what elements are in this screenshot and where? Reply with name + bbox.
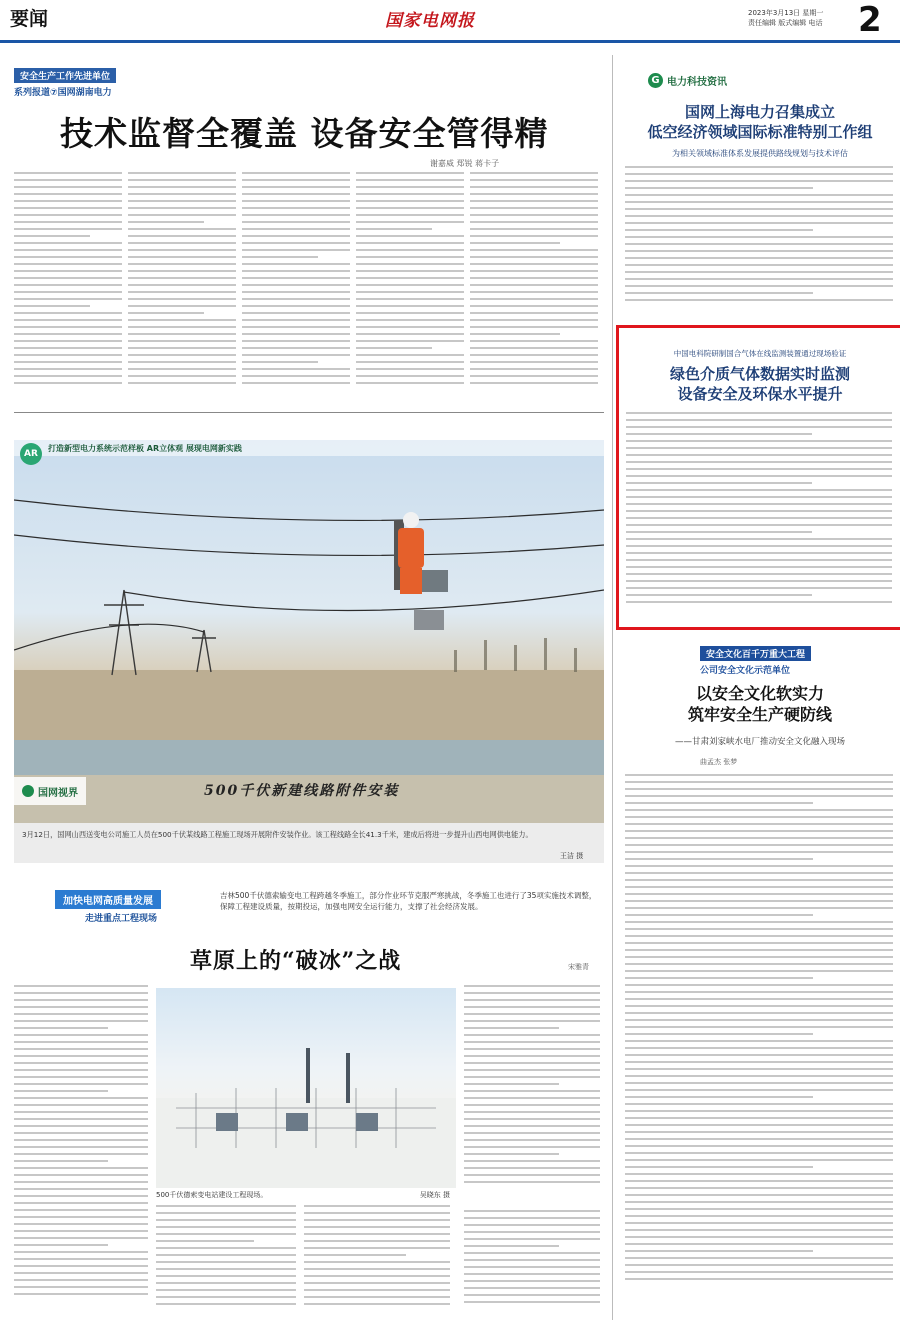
- page-number: 2: [858, 0, 882, 40]
- masthead: [0, 0, 900, 40]
- lead-col-5: [470, 172, 598, 406]
- lead-tag: 安全生产工作先进单位: [14, 68, 116, 83]
- culture-series: 公司安全文化示范单位: [700, 666, 791, 676]
- bottom-col-2b: [304, 1205, 450, 1320]
- bottom-tag: 加快电网高质量发展: [55, 890, 161, 909]
- bottom-photo: [156, 988, 456, 1188]
- brief-tag: 电力科技资讯: [667, 77, 727, 88]
- lead-tag-box: [14, 68, 116, 98]
- bottom-col-3: [464, 985, 600, 1205]
- highlight-body: [626, 412, 892, 622]
- bottom-photo-credit: 吴晓东 摄: [419, 1191, 450, 1199]
- column-divider: [612, 55, 613, 1320]
- feature-caption: 3月12日，国网山西送变电公司施工人员在500千伏某线路工程施工现场开展附件安装作业。该工程线路全长41.3千米，建成后将进一步提升山西电网供电能力。: [22, 830, 533, 839]
- bottom-series: 走进重点工程现场: [85, 914, 158, 924]
- feature-banner: 打造新型电力系统示范样板 AR立体观 展现电网新实践: [48, 444, 242, 453]
- highlight-headline: 绿色介质气体数据实时监测 设备安全及环保水平提升: [669, 365, 850, 403]
- section-title: 要闻: [10, 8, 49, 30]
- culture-body: [625, 774, 893, 1319]
- brief-tag-box: [648, 73, 727, 88]
- bottom-photo-caption: 500千伏德索变电站建设工程现场。: [156, 1191, 268, 1199]
- substation-illustration: [156, 988, 456, 1188]
- bottom-col-1: [14, 985, 148, 1320]
- bottom-headline: 草原上的“破冰”之战: [190, 948, 402, 974]
- brief-body: [625, 166, 893, 320]
- lead-col-4: [356, 172, 464, 406]
- lead-series: 系列报道⑦国网湖南电力: [14, 88, 112, 98]
- globe-icon: [22, 785, 34, 797]
- culture-headline: 以安全文化软实力 筑牢安全生产硬防线: [687, 684, 832, 724]
- feature-photographer: 王洁 摄: [560, 852, 584, 860]
- bottom-col-3b: [464, 1210, 600, 1320]
- lead-col-3: [242, 172, 350, 406]
- culture-subtitle: ——甘肃刘家峡水电厂推动安全文化融入现场: [674, 737, 845, 747]
- issue-date: 2023年3月13日 星期一 责任编辑 版式编辑 电话: [748, 9, 824, 27]
- feature-photo: [14, 440, 604, 823]
- culture-tag-box: [700, 646, 811, 676]
- bottom-byline: 宋雅青: [568, 963, 589, 971]
- lead-bottom-rule: [14, 412, 604, 413]
- culture-byline: 曲孟杰 张梦: [700, 758, 738, 766]
- lead-headline: 技术监督全覆盖 设备安全管得精: [60, 114, 549, 153]
- newspaper-logo: 国家电网报: [385, 11, 475, 31]
- lead-col-2: [128, 172, 236, 406]
- feature-caption-title: 500千伏新建线路附件安装: [204, 783, 400, 799]
- brief-subtitle: 为相关领域标准体系发展提供路线规划与技术评估: [672, 149, 848, 158]
- feature-corner-tag: 国网视界: [38, 787, 78, 799]
- ar-badge[interactable]: AR: [20, 443, 42, 465]
- lineman-figure: [394, 512, 448, 630]
- highlight-kicker: 中国电科院研制国合气体在线监测装置通过现场验证: [673, 349, 847, 358]
- culture-tag: 安全文化百千万重大工程: [700, 646, 811, 661]
- bottom-intro: 吉林500千伏德索输变电工程跨越冬季施工，部分作业环节克服严寒挑战，冬季施工也进行了35项实施技术调整，保障工程建设质量，按期投运，加强电网安全运行能力，支撑了社会经济发展。: [220, 891, 597, 911]
- brief-headline: 国网上海电力召集成立 低空经济领域国际标准特别工作组: [647, 103, 873, 141]
- bottom-photo-caption-box: [156, 1190, 456, 1200]
- lead-byline: 谢嘉威 郑锐 蒋卡子: [430, 159, 500, 168]
- masthead-rule: [0, 40, 900, 43]
- bottom-tag-box: [55, 890, 161, 924]
- transmission-line-illustration: [14, 440, 604, 823]
- lead-col-1: [14, 172, 122, 406]
- feature-corner-tag-box: [14, 777, 86, 805]
- brief-icon: G: [648, 73, 663, 88]
- bottom-col-2a: [156, 1205, 296, 1320]
